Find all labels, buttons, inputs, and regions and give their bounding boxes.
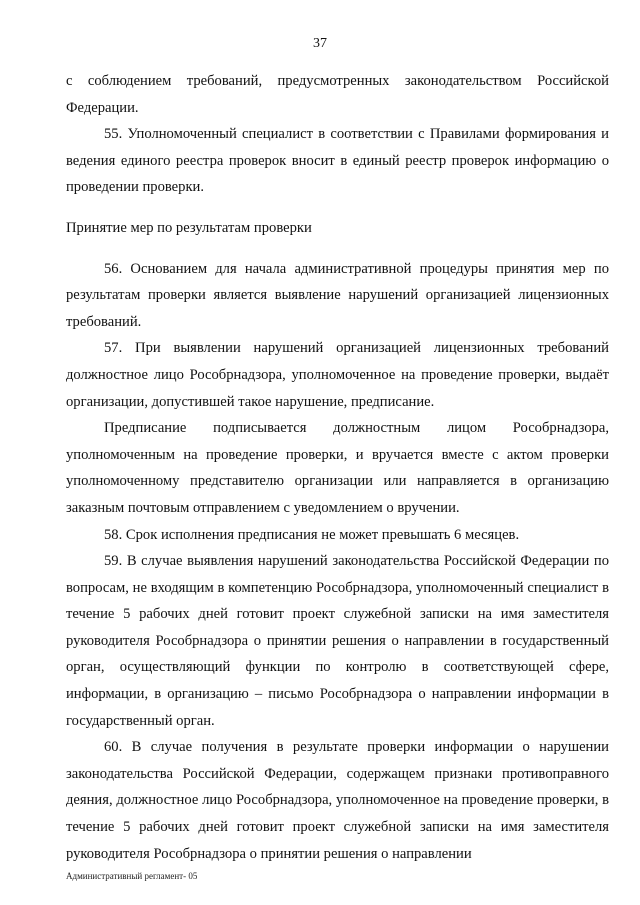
paragraph-60: 60. В случае получения в результате проверки информации о нарушении законодательства Российской Федерации, содержащем признаки противоправного деяния, должностное лицо Рособрнадзора, уполномоченное на проведение проверки, в течение 5 рабочих дней готовит проект служебной записки на имя заместителя руководителя Рособрнадзора о принятии решения о направлении: [66, 739, 609, 862]
page-number: 37: [313, 36, 327, 51]
paragraph-55: 55. Уполномоченный специалист в соответствии с Правилами формирования и ведения единого реестра проверок вносит в единый реестр проверок информацию о проведении проверки.: [66, 126, 609, 196]
paragraph-59: 59. В случае выявления нарушений законодательства Российской Федерации по вопросам, не входящим в компетенцию Рособрнадзора, уполномоченный специалист в течение 5 рабочих дней готовит проект служебной записки на имя заместителя руководителя Рособрнадзора о принятии решения о направлении в государственный орган, осуществляющий функции по контролю в соответствующей сфере, информации, в организацию – письмо Рособрнадзора о направлении информации в государственный орган.: [66, 553, 609, 729]
paragraph-58: 58. Срок исполнения предписания не может превышать 6 месяцев.: [104, 526, 520, 543]
page-footer: Административный регламент- 05: [66, 871, 198, 881]
paragraph-continuation: с соблюдением требований, предусмотренных законодательством Российской Федерации.: [66, 73, 609, 116]
paragraph-57: 57. При выявлении нарушений организацией лицензионных требований должностное лицо Рособрнадзора, уполномоченное на проведение проверки, выдаёт организации, допустившей такое нарушение, предписание.: [66, 340, 609, 410]
document-body: [66, 68, 609, 867]
paragraph-56: 56. Основанием для начала административной процедуры принятия мер по результатам проверки является выявление нарушений организацией лицензионных требований.: [66, 260, 609, 330]
section-heading: Принятие мер по результатам проверки: [66, 219, 312, 236]
paragraph-57-prescription: Предписание подписывается должностным лицом Рособрнадзора, уполномоченным на проведение проверки, и вручается вместе с актом проверки уполномоченному представителю организации или направляется в организацию заказным почтовым отправлением с уведомлением о вручении.: [66, 420, 609, 516]
